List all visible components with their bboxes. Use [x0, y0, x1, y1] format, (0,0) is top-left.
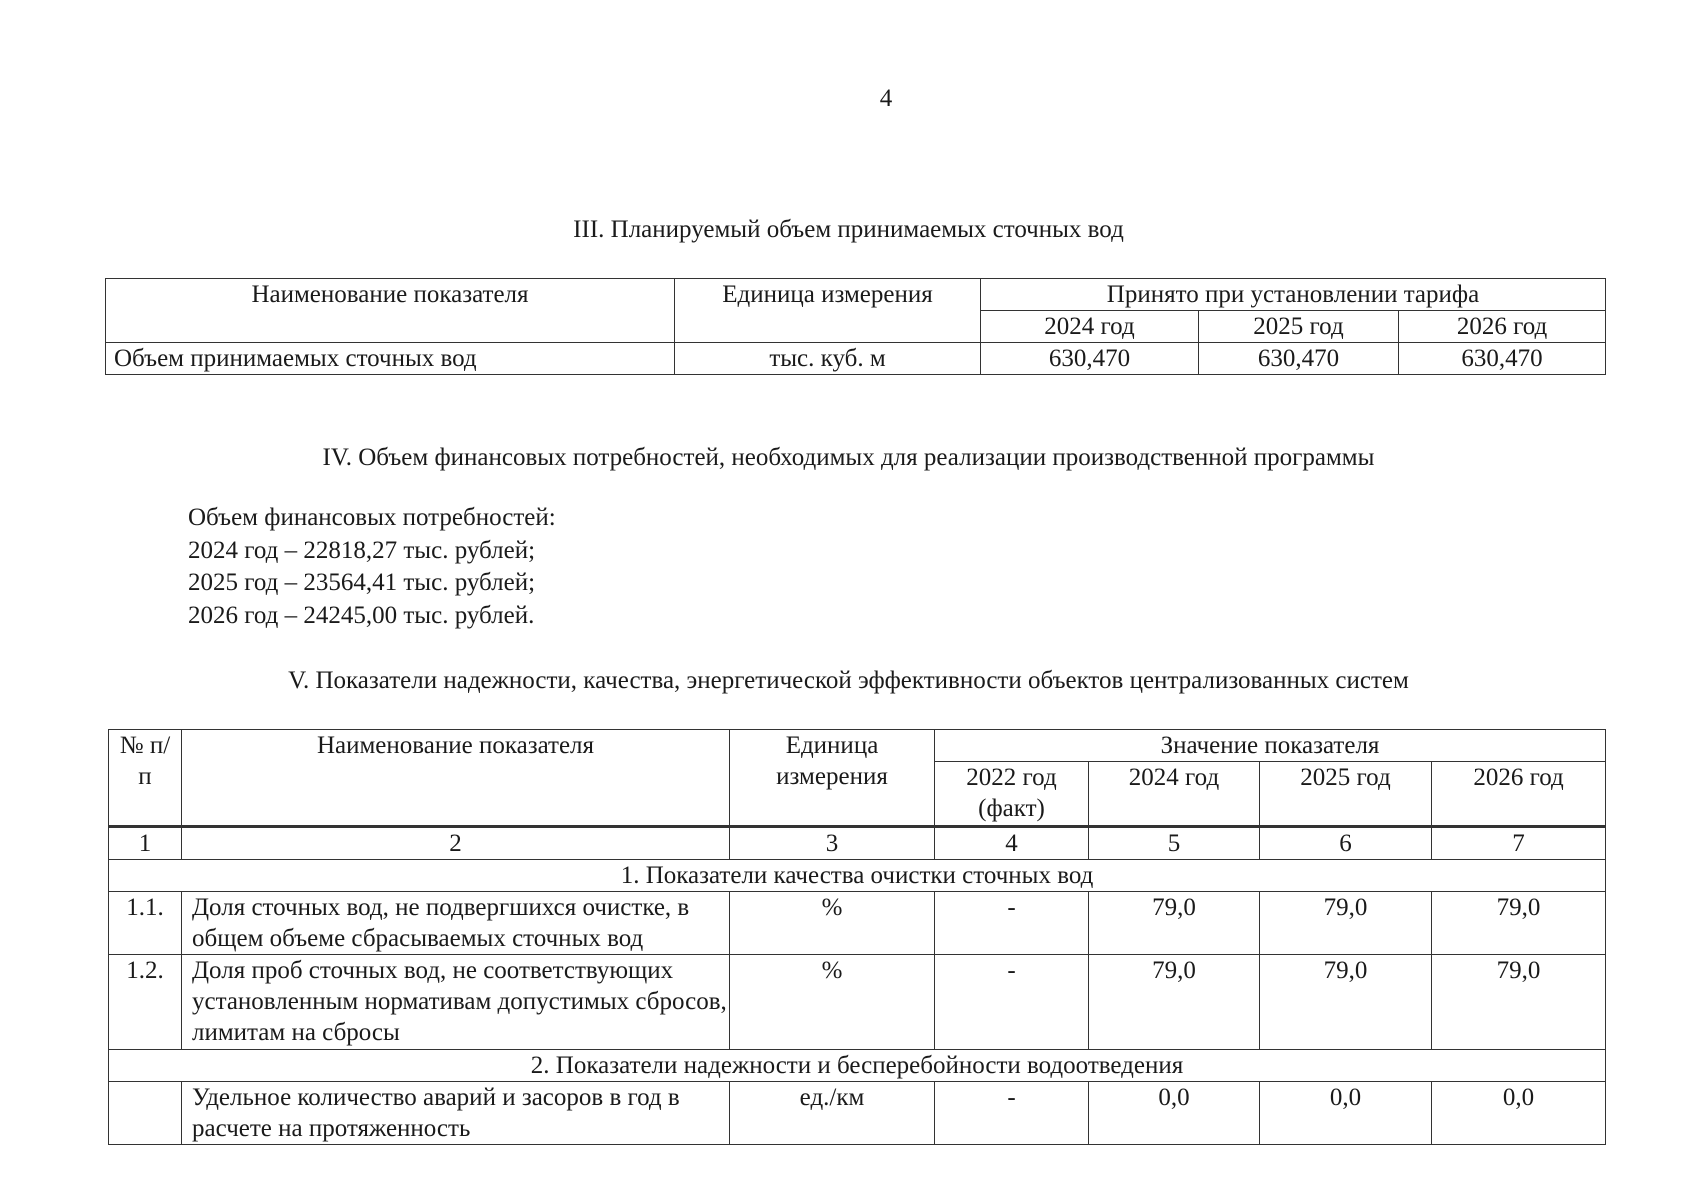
header-year: 2026 год — [1432, 762, 1606, 827]
row-num: 1.1. — [109, 892, 182, 955]
row-name: Удельное количество аварий и засоров в год в расчете на протяженность — [182, 1082, 730, 1145]
header-year: 2022 год (факт) — [935, 762, 1089, 827]
column-number: 4 — [935, 827, 1089, 860]
group-title: 2. Показатели надежности и бесперебойности водоотведения — [109, 1050, 1606, 1082]
column-number: 5 — [1089, 827, 1260, 860]
header-year: 2025 год — [1199, 311, 1399, 343]
row-value: 630,470 — [1199, 343, 1399, 375]
row-value: 79,0 — [1260, 955, 1432, 1050]
row-num: 1.2. — [109, 955, 182, 1050]
financial-needs-text — [188, 502, 556, 632]
section-3-title: III. Планируемый объем принимаемых сточных вод — [573, 216, 1124, 243]
column-number: 6 — [1260, 827, 1432, 860]
row-value: 79,0 — [1260, 892, 1432, 955]
header-year: 2025 год — [1260, 762, 1432, 827]
header-name: Наименование показателя — [106, 279, 675, 343]
table-header-row — [109, 730, 1606, 762]
indicators-table — [108, 729, 1606, 1145]
row-unit: % — [730, 892, 935, 955]
header-name: Наименование показателя — [182, 730, 730, 827]
row-value: - — [935, 955, 1089, 1050]
column-number: 1 — [109, 827, 182, 860]
table-header-row — [106, 279, 1606, 311]
row-unit: ед./км — [730, 1082, 935, 1145]
header-unit: Единица измерения — [730, 730, 935, 827]
row-name: Доля сточных вод, не подвергшихся очистке, в общем объеме сбрасываемых сточных вод — [182, 892, 730, 955]
section-4-title: IV. Объем финансовых потребностей, необходимых для реализации производственной программы — [322, 444, 1375, 471]
row-value: 0,0 — [1432, 1082, 1606, 1145]
row-name: Доля проб сточных вод, не соответствующих установленным нормативам допустимых сбросов, лимитам на сбросы — [182, 955, 730, 1050]
financial-line: 2026 год – 24245,00 тыс. рублей. — [188, 601, 535, 629]
table-row — [106, 343, 1606, 375]
column-number: 3 — [730, 827, 935, 860]
financial-line: 2025 год – 23564,41 тыс. рублей; — [188, 569, 536, 596]
column-number: 2 — [182, 827, 730, 860]
group-title: 1. Показатели качества очистки сточных вод — [109, 860, 1606, 892]
financial-line: 2024 год – 22818,27 тыс. рублей; — [188, 536, 536, 564]
column-number: 7 — [1432, 827, 1606, 860]
row-value: - — [935, 1082, 1089, 1145]
header-year: 2024 год — [1089, 762, 1260, 827]
header-year: 2026 год — [1399, 311, 1606, 343]
row-value: 79,0 — [1432, 892, 1606, 955]
header-year: 2024 год — [981, 311, 1199, 343]
page-number: 4 — [879, 85, 893, 112]
row-value: 0,0 — [1260, 1082, 1432, 1145]
group-header-row — [109, 1050, 1606, 1082]
row-value: 79,0 — [1089, 892, 1260, 955]
row-value: 79,0 — [1432, 955, 1606, 1050]
row-value: 630,470 — [981, 343, 1199, 375]
row-num — [109, 1082, 182, 1145]
row-value: 0,0 — [1089, 1082, 1260, 1145]
column-numbers-row — [109, 827, 1606, 860]
group-header-row — [109, 860, 1606, 892]
section-5-title: V. Показатели надежности, качества, энергетической эффективности объектов централизованных систем — [288, 667, 1409, 694]
header-value: Значение показателя — [935, 730, 1606, 762]
row-name: Объем принимаемых сточных вод — [106, 343, 675, 375]
row-value: 630,470 — [1399, 343, 1606, 375]
row-value: 79,0 — [1089, 955, 1260, 1050]
header-accepted: Принято при установлении тарифа — [981, 279, 1606, 311]
table-row — [109, 955, 1606, 1050]
header-num: № п/п — [109, 730, 182, 827]
row-unit: тыс. куб. м — [675, 343, 981, 375]
table-row — [109, 892, 1606, 955]
wastewater-volume-table — [105, 278, 1606, 375]
row-unit: % — [730, 955, 935, 1050]
table-row — [109, 1082, 1606, 1145]
row-value: - — [935, 892, 1089, 955]
financial-line: Объем финансовых потребностей: — [188, 504, 556, 531]
header-unit: Единица измерения — [675, 279, 981, 343]
